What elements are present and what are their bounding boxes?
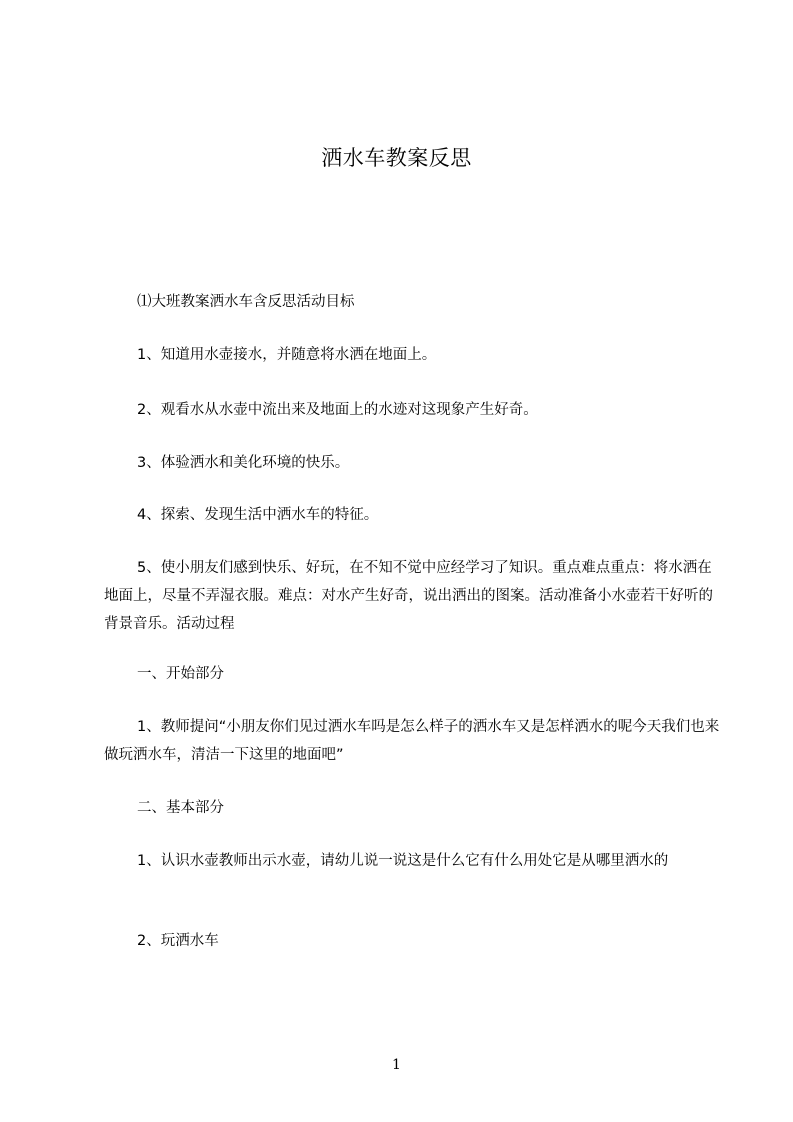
paragraph-know-kettle: 1、认识水壶教师出示水壶，请幼儿说一说这是什么它有什么用处它是从哪里洒水的 bbox=[137, 853, 669, 869]
paragraph-objective-2: 2、观看水从水壶中流出来及地面上的水迹对这现象产生好奇。 bbox=[137, 402, 538, 418]
paragraph-objective-4: 4、探索、发现生活中洒水车的特征。 bbox=[137, 507, 379, 523]
paragraph-play-sprinkler: 2、玩洒水车 bbox=[137, 933, 219, 949]
paragraph-objectives-heading: ⑴大班教案洒水车含反思活动目标 bbox=[137, 294, 355, 310]
section-heading-start: 一、开始部分 bbox=[137, 666, 224, 682]
document-title: 洒水车教案反思 bbox=[321, 146, 472, 170]
paragraph-teacher-question: 1、教师提问“小朋友你们见过洒水车吗是怎么样子的洒水车又是怎样洒水的呢今天我们也来做玩洒水车，清洁一下这里的地面吧” bbox=[104, 719, 720, 763]
paragraph-objective-1: 1、知道用水壶接水，并随意将水洒在地面上。 bbox=[137, 347, 437, 363]
section-heading-basic: 二、基本部分 bbox=[137, 800, 224, 816]
paragraph-objective-5: 5、使小朋友们感到快乐、好玩，在不知不觉中应经学习了知识。重点难点重点：将水洒在地面上，尽量不弄湿衣服。难点：对水产生好奇，说出洒出的图案。活动准备小水壶若干好听的背景音乐。活动过程 bbox=[104, 560, 713, 632]
page-number: 1 bbox=[392, 1057, 401, 1073]
paragraph-objective-3: 3、体验洒水和美化环境的快乐。 bbox=[137, 455, 350, 471]
